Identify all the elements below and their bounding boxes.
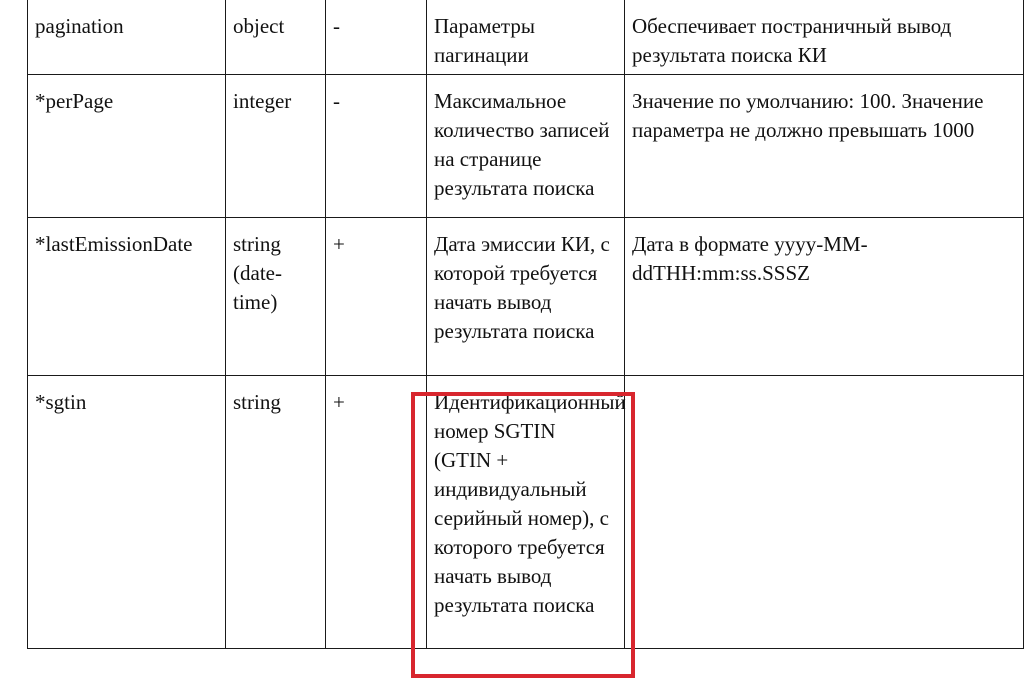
param-name-cell: *perPage bbox=[28, 75, 226, 218]
param-description-cell: Параметры пагинации bbox=[427, 0, 625, 75]
param-description-cell: Максимальное количество записей на странице результата поиска bbox=[427, 75, 625, 218]
table-row bbox=[28, 376, 1024, 649]
param-type-cell: integer bbox=[226, 75, 326, 218]
param-name-cell: *sgtin bbox=[28, 376, 226, 649]
param-required-cell: + bbox=[326, 218, 427, 376]
param-required-cell: + bbox=[326, 376, 427, 649]
param-description-cell: Идентификационный номер SGTIN (GTIN + индивидуальный серийный номер), с которого требуется начать вывод результата поиска bbox=[427, 376, 625, 649]
param-type-cell: string (date-time) bbox=[226, 218, 326, 376]
parameters-table bbox=[27, 0, 1024, 649]
param-name-cell: *lastEmissionDate bbox=[28, 218, 226, 376]
param-type-cell: object bbox=[226, 0, 326, 75]
param-note-cell: Обеспечивает постраничный вывод результата поиска КИ bbox=[625, 0, 1024, 75]
param-note-cell bbox=[625, 376, 1024, 649]
param-note-cell: Значение по умолчанию: 100. Значение параметра не должно превышать 1000 bbox=[625, 75, 1024, 218]
param-name-cell: pagination bbox=[28, 0, 226, 75]
param-required-cell: - bbox=[326, 75, 427, 218]
param-description-cell: Дата эмиссии КИ, с которой требуется начать вывод результата поиска bbox=[427, 218, 625, 376]
table-row bbox=[28, 0, 1024, 75]
param-note-cell: Дата в формате yyyy-MM-ddTHH:mm:ss.SSSZ bbox=[625, 218, 1024, 376]
table-row bbox=[28, 75, 1024, 218]
param-type-cell: string bbox=[226, 376, 326, 649]
table-row bbox=[28, 218, 1024, 376]
param-required-cell: - bbox=[326, 0, 427, 75]
